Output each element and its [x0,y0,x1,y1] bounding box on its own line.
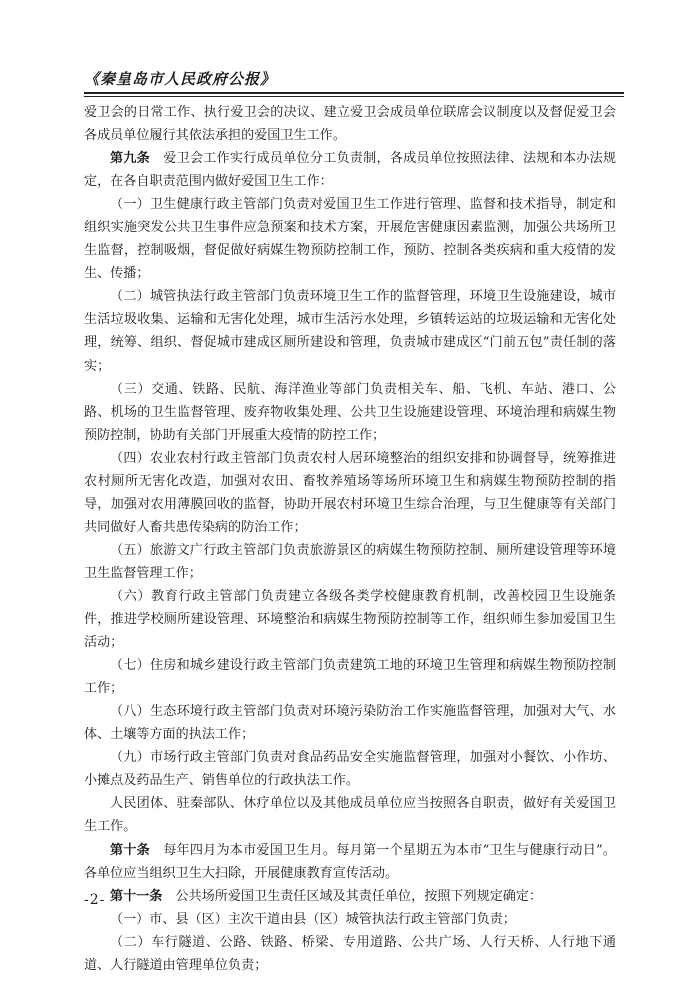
article-9 [84,147,616,193]
clause-7 [84,654,616,700]
article-title: 第十一条 [110,888,163,904]
clause-2 [84,285,616,377]
paragraph-text: （六）教育行政主管部门负责建立各级各类学校健康教育机制，改善校园卫生设施条件，推进学校厕所建设管理、环境整治和病媒生物预防控制等工作，组织师生参加爱国卫生活动； [84,588,616,651]
clause-9 [84,746,616,792]
paragraph-text: 人民团体、驻秦部队、休疗单位以及其他成员单位应当按照各自职责，做好有关爱国卫生工作。 [84,796,616,835]
clause-3 [84,378,616,447]
paragraph-text: （四）农业农村行政主管部门负责农村人居环境整治的组织安排和协调督导，统筹推进农村厕所无害化改造，加强对农田、畜牧养殖场等场所环境卫生和病媒生物预防控制的指导，加强对农用薄膜回收的监督，协助开展农村环境卫生综合治理，与卫生健康等有关部门共同做好人畜共患传染病的防治工作； [84,450,616,535]
body-text [84,101,616,977]
paragraph-text: （九）市场行政主管部门负责对食品药品安全实施监督管理，加强对小餐饮、小作坊、小摊点及药品生产、销售单位的行政执法工作。 [84,750,616,789]
clause-5 [84,539,616,585]
paragraph-text: （二）城管执法行政主管部门负责环境卫生工作的监督管理，环境卫生设施建设，城市生活垃圾收集、运输和无害化处理，城市生活污水处理，乡镇转运站的垃圾运输和无害化处理，统筹、组织、督促城市建成区厕所建设和管理，负责城市建成区“门前五包”责任制的落实； [84,289,616,374]
paragraph-text: （三）交通、铁路、民航、海洋渔业等部门负责相关车、船、飞机、车站、港口、公路、机场的卫生监督管理、废弃物收集处理、公共卫生设施建设管理、环境治理和病媒生物预防控制，协助有关部门开展重大疫情的防控工作； [84,381,616,443]
paragraph-text: （八）生态环境行政主管部门负责对环境污染防治工作实施监督管理，加强对大气、水体、土壤等方面的执法工作； [84,704,616,743]
page-number: -2- [84,892,106,908]
clause-1 [84,193,616,285]
paragraph-text: 公共场所爱国卫生责任区域及其责任单位，按照下列规定确定： [175,888,543,904]
clause-11-2 [84,931,616,977]
header-rule [84,92,624,97]
paragraph-text: （一）卫生健康行政主管部门负责对爱国卫生工作进行管理、监督和技术指导，制定和组织实施突发公共卫生事件应急预案和技术方案，开展危害健康因素监测，加强公共场所卫生监督，控制吸烟，督促做好病媒生物预防控制工作，预防、控制各类疾病和重大疫情的发生、传播； [84,197,616,282]
paragraph-text: （七）住房和城乡建设行政主管部门负责建筑工地的环境卫生管理和病媒生物预防控制工作； [84,658,616,697]
clause-8 [84,700,616,746]
article-10 [84,839,616,885]
paragraph-text: 爱卫会的日常工作、执行爱卫会的决议、建立爱卫会成员单位联席会议制度以及督促爱卫会各成员单位履行其依法承担的爱国卫生工作。 [84,105,616,144]
article-11 [84,885,616,908]
paragraph-text: （二）车行隧道、公路、铁路、桥梁、专用道路、公共广场、人行天桥、人行地下通道、人行隧道由管理单位负责； [84,934,616,973]
article-title: 第九条 [110,151,150,167]
paragraph-others [84,792,616,838]
paragraph-text: （五）旅游文广行政主管部门负责旅游景区的病媒生物预防控制、厕所建设管理等环境卫生监督管理工作； [84,542,616,581]
paragraph-text: 每年四月为本市爱国卫生月。每月第一个星期五为本市“卫生与健康行动日”。各单位应当组织卫生大扫除，开展健康教育宣传活动。 [84,842,617,881]
clause-11-1 [84,908,616,931]
article-title: 第十条 [110,842,150,858]
clause-6 [84,585,616,654]
gazette-title: 《秦皇岛市人民政府公报》 [84,70,277,88]
clause-4 [84,447,616,539]
paragraph-text: 爱卫会工作实行成员单位分工负责制，各成员单位按照法律、法规和本办法规定，在各自职责范围内做好爱国卫生工作： [84,151,617,190]
paragraph-continued [84,101,616,147]
paragraph-text: （一）市、县（区）主次干道由县（区）城管执法行政主管部门负责； [110,911,516,927]
